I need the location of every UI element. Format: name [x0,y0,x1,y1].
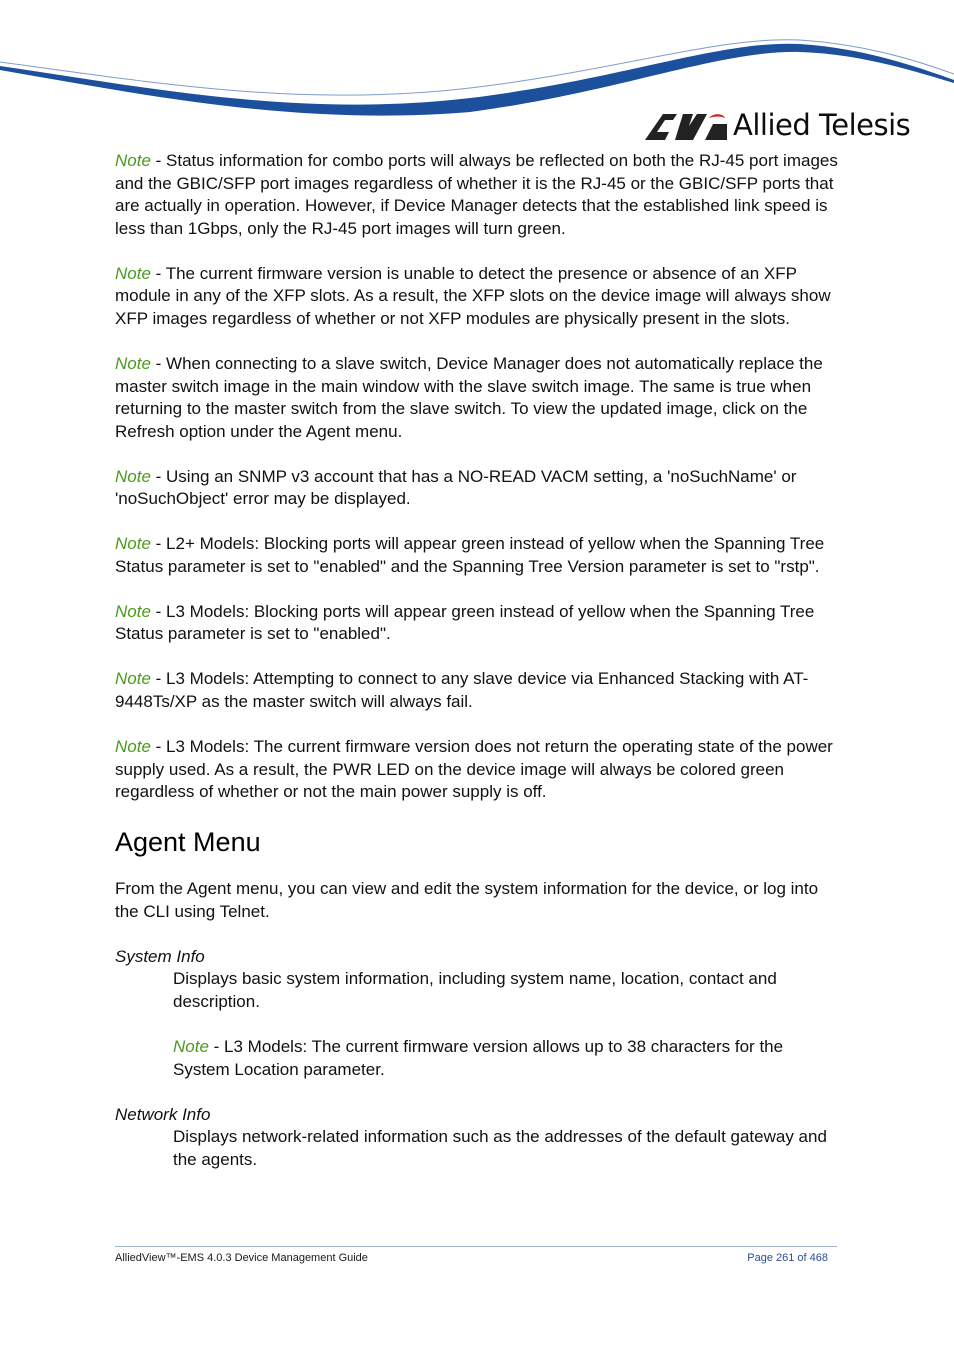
footer-document-title: AlliedView™-EMS 4.0.3 Device Management Guide [115,1252,368,1264]
definition-term: Network Info [115,1104,211,1124]
note-text: - L3 Models: Attempting to connect to any slave device via Enhanced Stacking with AT-9448Ts/XP as the master switch will always fail. [115,669,809,712]
note-label: Note [115,669,151,689]
note-text: - Using an SNMP v3 account that has a NO-READ VACM setting, a 'noSuchName' or 'noSuchObject' error may be displayed. [115,466,797,509]
note-text: - L3 Models: The current firmware version allows up to 38 characters for the System Location parameter. [173,1036,784,1079]
note-paragraph [115,736,840,804]
page-content [115,150,840,1194]
footer-page-number: Page 261 of 468 [747,1252,828,1264]
note-label: Note [115,534,151,554]
definition-note [173,1036,840,1081]
note-label: Note [115,466,151,486]
note-label: Note [115,151,151,170]
definition-description: Displays basic system information, including system name, location, contact and description. [173,969,777,1011]
logo-wordmark: Allied Telesis [733,108,911,142]
note-text: - The current firmware version is unable to detect the presence or absence of an XFP module in any of the XFP slots. As a result, the XFP slots on the device image will always show XFP images regardless of whether or not XFP modules are physically present in the slots. [115,263,831,328]
definition-description: Displays network-related information such as the addresses of the default gateway and the agents. [173,1127,827,1169]
note-label: Note [173,1036,209,1056]
allied-telesis-logo-mark-icon [645,114,727,140]
note-paragraph [115,466,840,511]
footer-divider [115,1246,837,1247]
note-label: Note [115,601,151,621]
note-text: - L3 Models: The current firmware version does not return the operating state of the power supply used. As a result, the PWR LED on the device image will always be colored green regardless of whether or not the main power supply is off. [115,737,833,802]
note-text: - L3 Models: Blocking ports will appear green instead of yellow when the Spanning Tree Status parameter is set to "enabled". [115,601,815,644]
section-heading: Agent Menu [115,827,261,858]
note-text: - L2+ Models: Blocking ports will appear green instead of yellow when the Spanning Tree Status parameter is set to "enabled" and the Spanning Tree Version parameter is set to "rstp". [115,534,825,576]
note-paragraph [115,668,840,713]
note-text: - When connecting to a slave switch, Device Manager does not automatically replace the master switch image in the main window with the slave switch image. The same is true when returning to the master switch from the slave switch. To view the updated image, click on the Refresh option under the Agent menu. [115,353,823,441]
note-label: Note [115,353,151,373]
definition-term: System Info [115,946,205,966]
note-paragraph [115,263,840,331]
section-intro: From the Agent menu, you can view and edit the system information for the device, or log into the CLI using Telnet. [115,879,819,921]
note-paragraph [115,533,840,578]
note-paragraph [115,601,840,646]
note-paragraph [115,353,840,443]
note-paragraph [115,150,840,240]
note-label: Note [115,737,151,757]
note-label: Note [115,263,151,283]
note-text: - Status information for combo ports will always be reflected on both the RJ-45 port images and the GBIC/SFP port images regardless of whether it is the RJ-45 or the GBIC/SFP ports that are actually in operation. However, if Device Manager detects that the established link speed is less than 1Gbps, only the RJ-45 port images will turn green. [115,151,838,238]
